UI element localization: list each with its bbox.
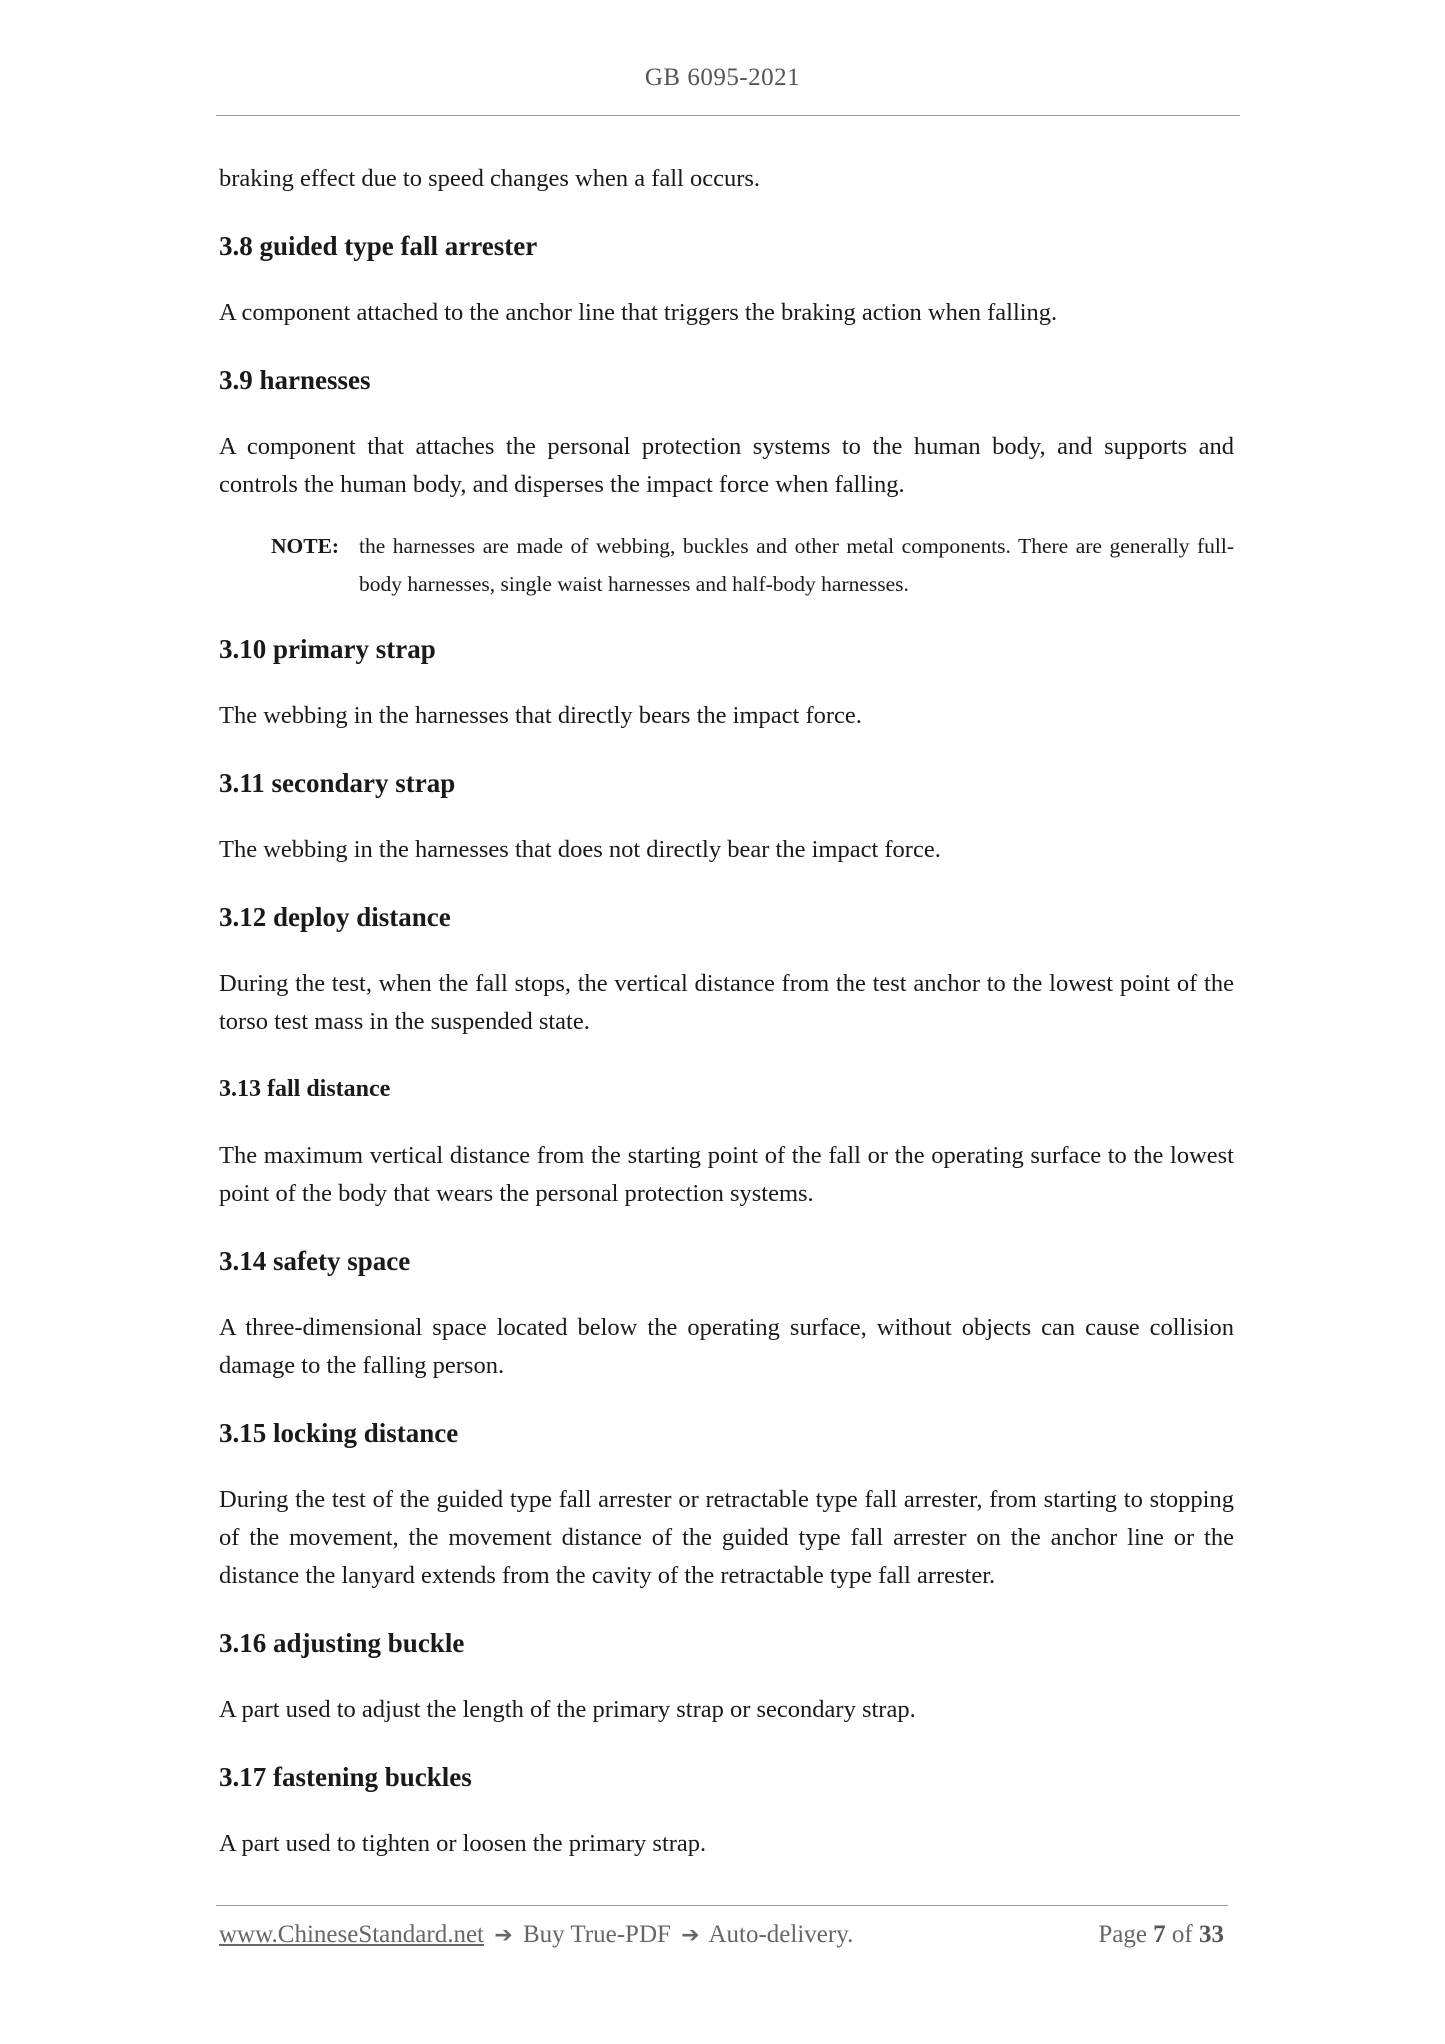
section-heading-3-12: 3.12 deploy distance — [219, 902, 451, 932]
current-page: 7 — [1153, 1921, 1166, 1948]
section-heading-3-14: 3.14 safety space — [219, 1246, 411, 1276]
page-number — [1098, 1921, 1224, 1949]
document-body — [219, 160, 1234, 1892]
website-link[interactable]: www.ChineseStandard.net — [219, 1921, 484, 1948]
page-footer — [219, 1921, 1224, 1949]
section-heading-3-13: 3.13 fall distance — [219, 1076, 391, 1102]
auto-delivery-text: Auto-delivery. — [708, 1921, 854, 1948]
section-body-3-16: A part used to adjust the length of the primary strap or secondary strap. — [219, 1696, 916, 1723]
section-note-3-9 — [271, 527, 1234, 603]
header-divider — [216, 115, 1240, 116]
section-heading-3-9: 3.9 harnesses — [219, 365, 371, 395]
section-heading-3-16: 3.16 adjusting buckle — [219, 1628, 465, 1658]
section-heading-3-17: 3.17 fastening buckles — [219, 1762, 472, 1792]
section-body-3-12: During the test, when the fall stops, the vertical distance from the test anchor to the lowest point of the torso test mass in the suspended state. — [219, 970, 1234, 1035]
section-body-3-17: A part used to tighten or loosen the primary strap. — [219, 1830, 707, 1857]
note-text: the harnesses are made of webbing, buckles and other metal components. There are generally full-body harnesses, single waist harnesses and half-body harnesses. — [359, 534, 1234, 596]
arrow-right-icon: ➔ — [681, 1923, 700, 1948]
section-body-3-10: The webbing in the harnesses that directly bears the impact force. — [219, 702, 862, 729]
arrow-right-icon: ➔ — [494, 1923, 513, 1948]
page-word: Page — [1098, 1921, 1147, 1948]
total-pages: 33 — [1199, 1921, 1224, 1948]
section-body-3-13: The maximum vertical distance from the starting point of the fall or the operating surface to the lowest point of the body that wears the personal protection systems. — [219, 1142, 1234, 1207]
section-body-3-9: A component that attaches the personal protection systems to the human body, and supports and controls the human body, and disperses the impact force when falling. — [219, 433, 1234, 498]
section-body-3-8: A component attached to the anchor line that triggers the braking action when falling. — [219, 299, 1058, 326]
section-heading-3-15: 3.15 locking distance — [219, 1418, 459, 1448]
footer-divider — [216, 1905, 1228, 1906]
section-heading-3-11: 3.11 secondary strap — [219, 768, 456, 798]
page-header-title: GB 6095-2021 — [644, 64, 801, 91]
note-label: NOTE: — [271, 534, 340, 558]
section-heading-3-10: 3.10 primary strap — [219, 634, 436, 664]
footer-links — [219, 1921, 853, 1949]
section-body-3-15: During the test of the guided type fall arrester or retractable type fall arrester, from starting to stopping of the movement, the movement distance of the guided type fall arrester on the anchor line or the distance the lanyard extends from the cavity of the retractable type fall arrester. — [219, 1486, 1234, 1589]
section-heading-3-8: 3.8 guided type fall arrester — [219, 231, 538, 261]
of-word: of — [1171, 1921, 1193, 1948]
section-body-3-11: The webbing in the harnesses that does not directly bear the impact force. — [219, 836, 941, 863]
section-body-3-14: A three-dimensional space located below the operating surface, without objects can cause collision damage to the falling person. — [219, 1314, 1234, 1379]
buy-pdf-text: Buy True-PDF — [522, 1921, 671, 1948]
intro-paragraph: braking effect due to speed changes when a fall occurs. — [219, 165, 761, 192]
